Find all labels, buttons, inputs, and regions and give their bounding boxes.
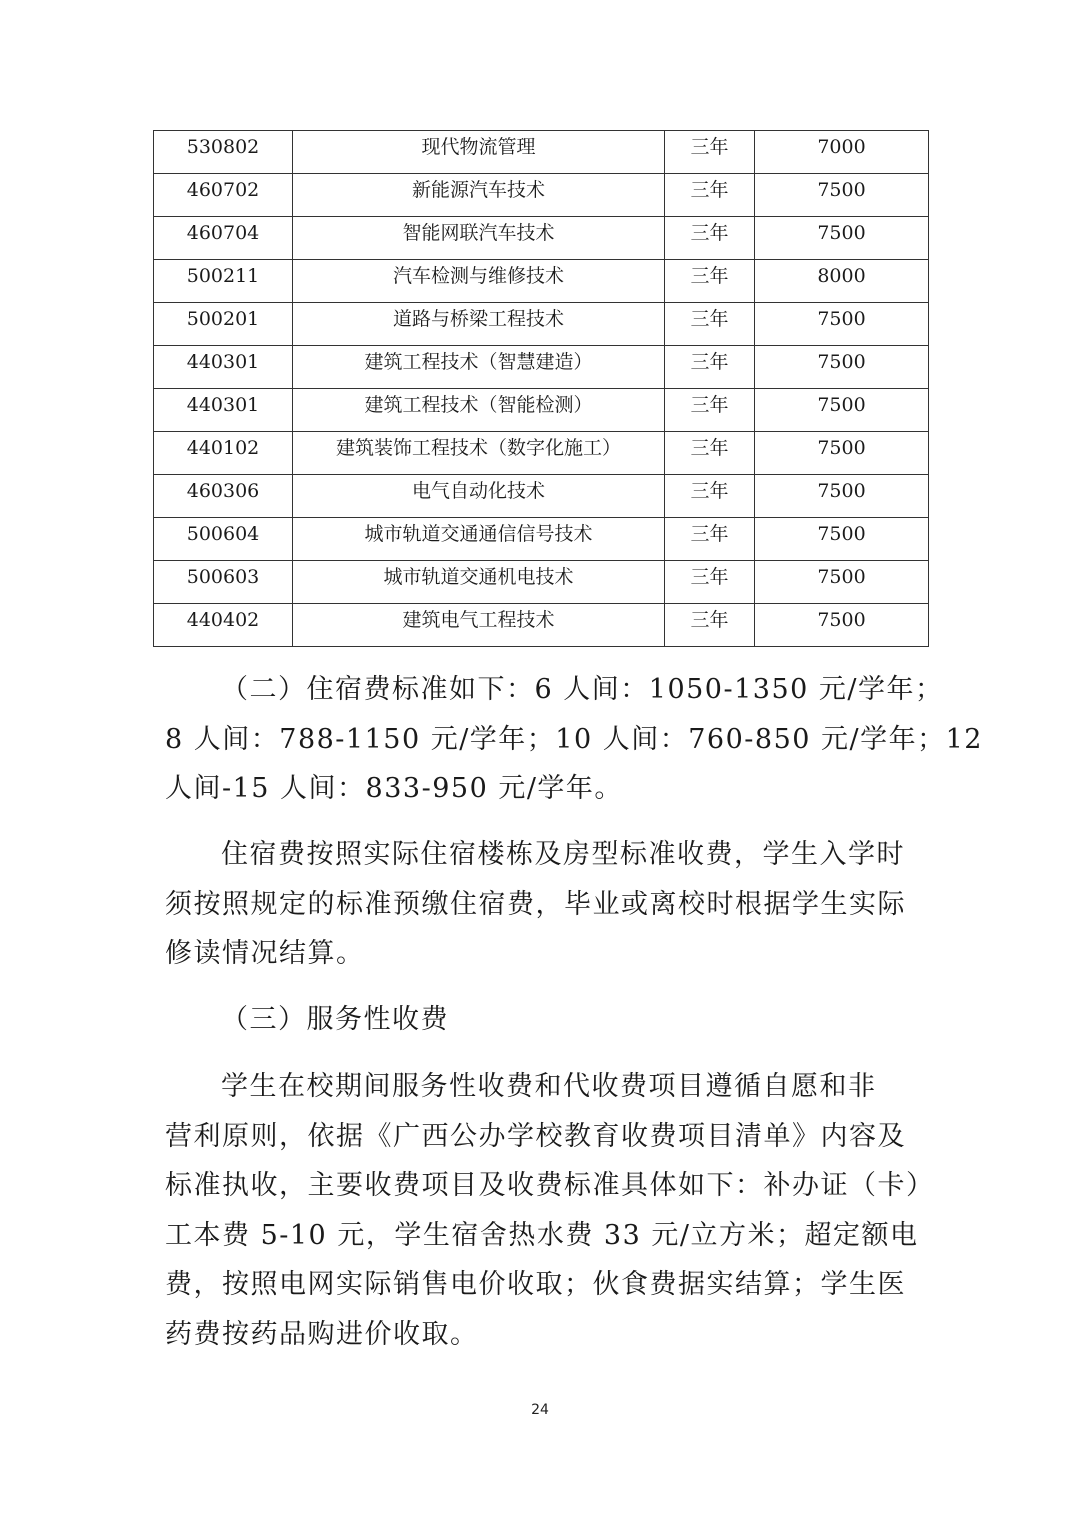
paragraph-line: 费，按照电网实际销售电价收取；伙食费据实结算；学生医	[165, 1269, 906, 1300]
major-name: 智能网联汽车技术	[293, 217, 665, 260]
tuition-fee: 7500	[755, 561, 929, 604]
paragraph-line: （二）住宿费标准如下：6 人间：1050-1350 元/学年；	[221, 674, 944, 705]
tuition-fee: 7500	[755, 604, 929, 647]
study-length: 三年	[665, 389, 755, 432]
table-row	[154, 131, 929, 174]
study-length: 三年	[665, 475, 755, 518]
major-name: 城市轨道交通机电技术	[293, 561, 665, 604]
paragraph-line: 须按照规定的标准预缴住宿费，毕业或离校时根据学生实际	[165, 888, 906, 920]
major-code: 530802	[154, 131, 293, 174]
tuition-fee: 7500	[755, 303, 929, 346]
table-row	[154, 475, 929, 518]
paragraph-line: 学生在校期间服务性收费和代收费项目遵循自愿和非	[221, 1071, 877, 1102]
study-length: 三年	[665, 217, 755, 260]
tuition-fee: 7500	[755, 217, 929, 260]
paragraph-line: 住宿费按照实际住宿楼栋及房型标准收费，学生入学时	[221, 839, 905, 870]
major-name: 汽车检测与维修技术	[293, 260, 665, 303]
service-fees-heading	[165, 995, 925, 1045]
accommodation-fee-paragraph	[165, 665, 983, 814]
tuition-fee: 7500	[755, 518, 929, 561]
tuition-fee: 7000	[755, 131, 929, 174]
study-length: 三年	[665, 432, 755, 475]
major-code: 500201	[154, 303, 293, 346]
table-row	[154, 346, 929, 389]
study-length: 三年	[665, 303, 755, 346]
tuition-fee: 7500	[755, 174, 929, 217]
fee-table	[153, 130, 929, 647]
paragraph-line: 工本费 5-10 元，学生宿舍热水费 33 元/立方米；超定额电	[165, 1219, 919, 1251]
paragraph-line: 修读情况结算。	[165, 938, 365, 969]
major-name: 城市轨道交通通信信号技术	[293, 518, 665, 561]
table-row	[154, 604, 929, 647]
major-code: 500211	[154, 260, 293, 303]
tuition-fee: 7500	[755, 432, 929, 475]
paragraph-line: 标准执收，主要收费项目及收费标准具体如下：补办证（卡）	[165, 1170, 935, 1201]
tuition-fee: 8000	[755, 260, 929, 303]
study-length: 三年	[665, 561, 755, 604]
major-code: 500603	[154, 561, 293, 604]
major-name: 建筑电气工程技术	[293, 604, 665, 647]
major-name: 建筑工程技术（智能检测）	[293, 389, 665, 432]
major-name: 现代物流管理	[293, 131, 665, 174]
study-length: 三年	[665, 518, 755, 561]
major-code: 460702	[154, 174, 293, 217]
tuition-fee: 7500	[755, 389, 929, 432]
paragraph-line: 8 人间：788-1150 元/学年；10 人间：760-850 元/学年；12	[165, 723, 983, 755]
major-code: 440301	[154, 389, 293, 432]
major-name: 道路与桥梁工程技术	[293, 303, 665, 346]
major-code: 440102	[154, 432, 293, 475]
service-fees-paragraph	[165, 1062, 935, 1359]
table-row	[154, 260, 929, 303]
paragraph-line: 营利原则，依据《广西公办学校教育收费项目清单》内容及	[165, 1120, 906, 1152]
table-row	[154, 217, 929, 260]
tuition-fee: 7500	[755, 346, 929, 389]
major-code: 460306	[154, 475, 293, 518]
major-code: 500604	[154, 518, 293, 561]
paragraph-line: 药费按药品购进价收取。	[165, 1318, 479, 1350]
major-code: 440301	[154, 346, 293, 389]
study-length: 三年	[665, 131, 755, 174]
study-length: 三年	[665, 260, 755, 303]
section-heading: （三）服务性收费	[221, 1004, 449, 1035]
study-length: 三年	[665, 604, 755, 647]
table-row	[154, 174, 929, 217]
study-length: 三年	[665, 346, 755, 389]
accommodation-rule-paragraph	[165, 830, 925, 979]
major-name: 建筑装饰工程技术（数字化施工）	[293, 432, 665, 475]
major-code: 440402	[154, 604, 293, 647]
major-name: 新能源汽车技术	[293, 174, 665, 217]
page-number: 24	[531, 1402, 549, 1418]
paragraph-line: 人间-15 人间：833-950 元/学年。	[165, 773, 623, 804]
major-name: 建筑工程技术（智慧建造）	[293, 346, 665, 389]
table-row	[154, 518, 929, 561]
table-row	[154, 389, 929, 432]
major-code: 460704	[154, 217, 293, 260]
table-row	[154, 303, 929, 346]
major-name: 电气自动化技术	[293, 475, 665, 518]
table-row	[154, 432, 929, 475]
study-length: 三年	[665, 174, 755, 217]
tuition-fee: 7500	[755, 475, 929, 518]
table-row	[154, 561, 929, 604]
